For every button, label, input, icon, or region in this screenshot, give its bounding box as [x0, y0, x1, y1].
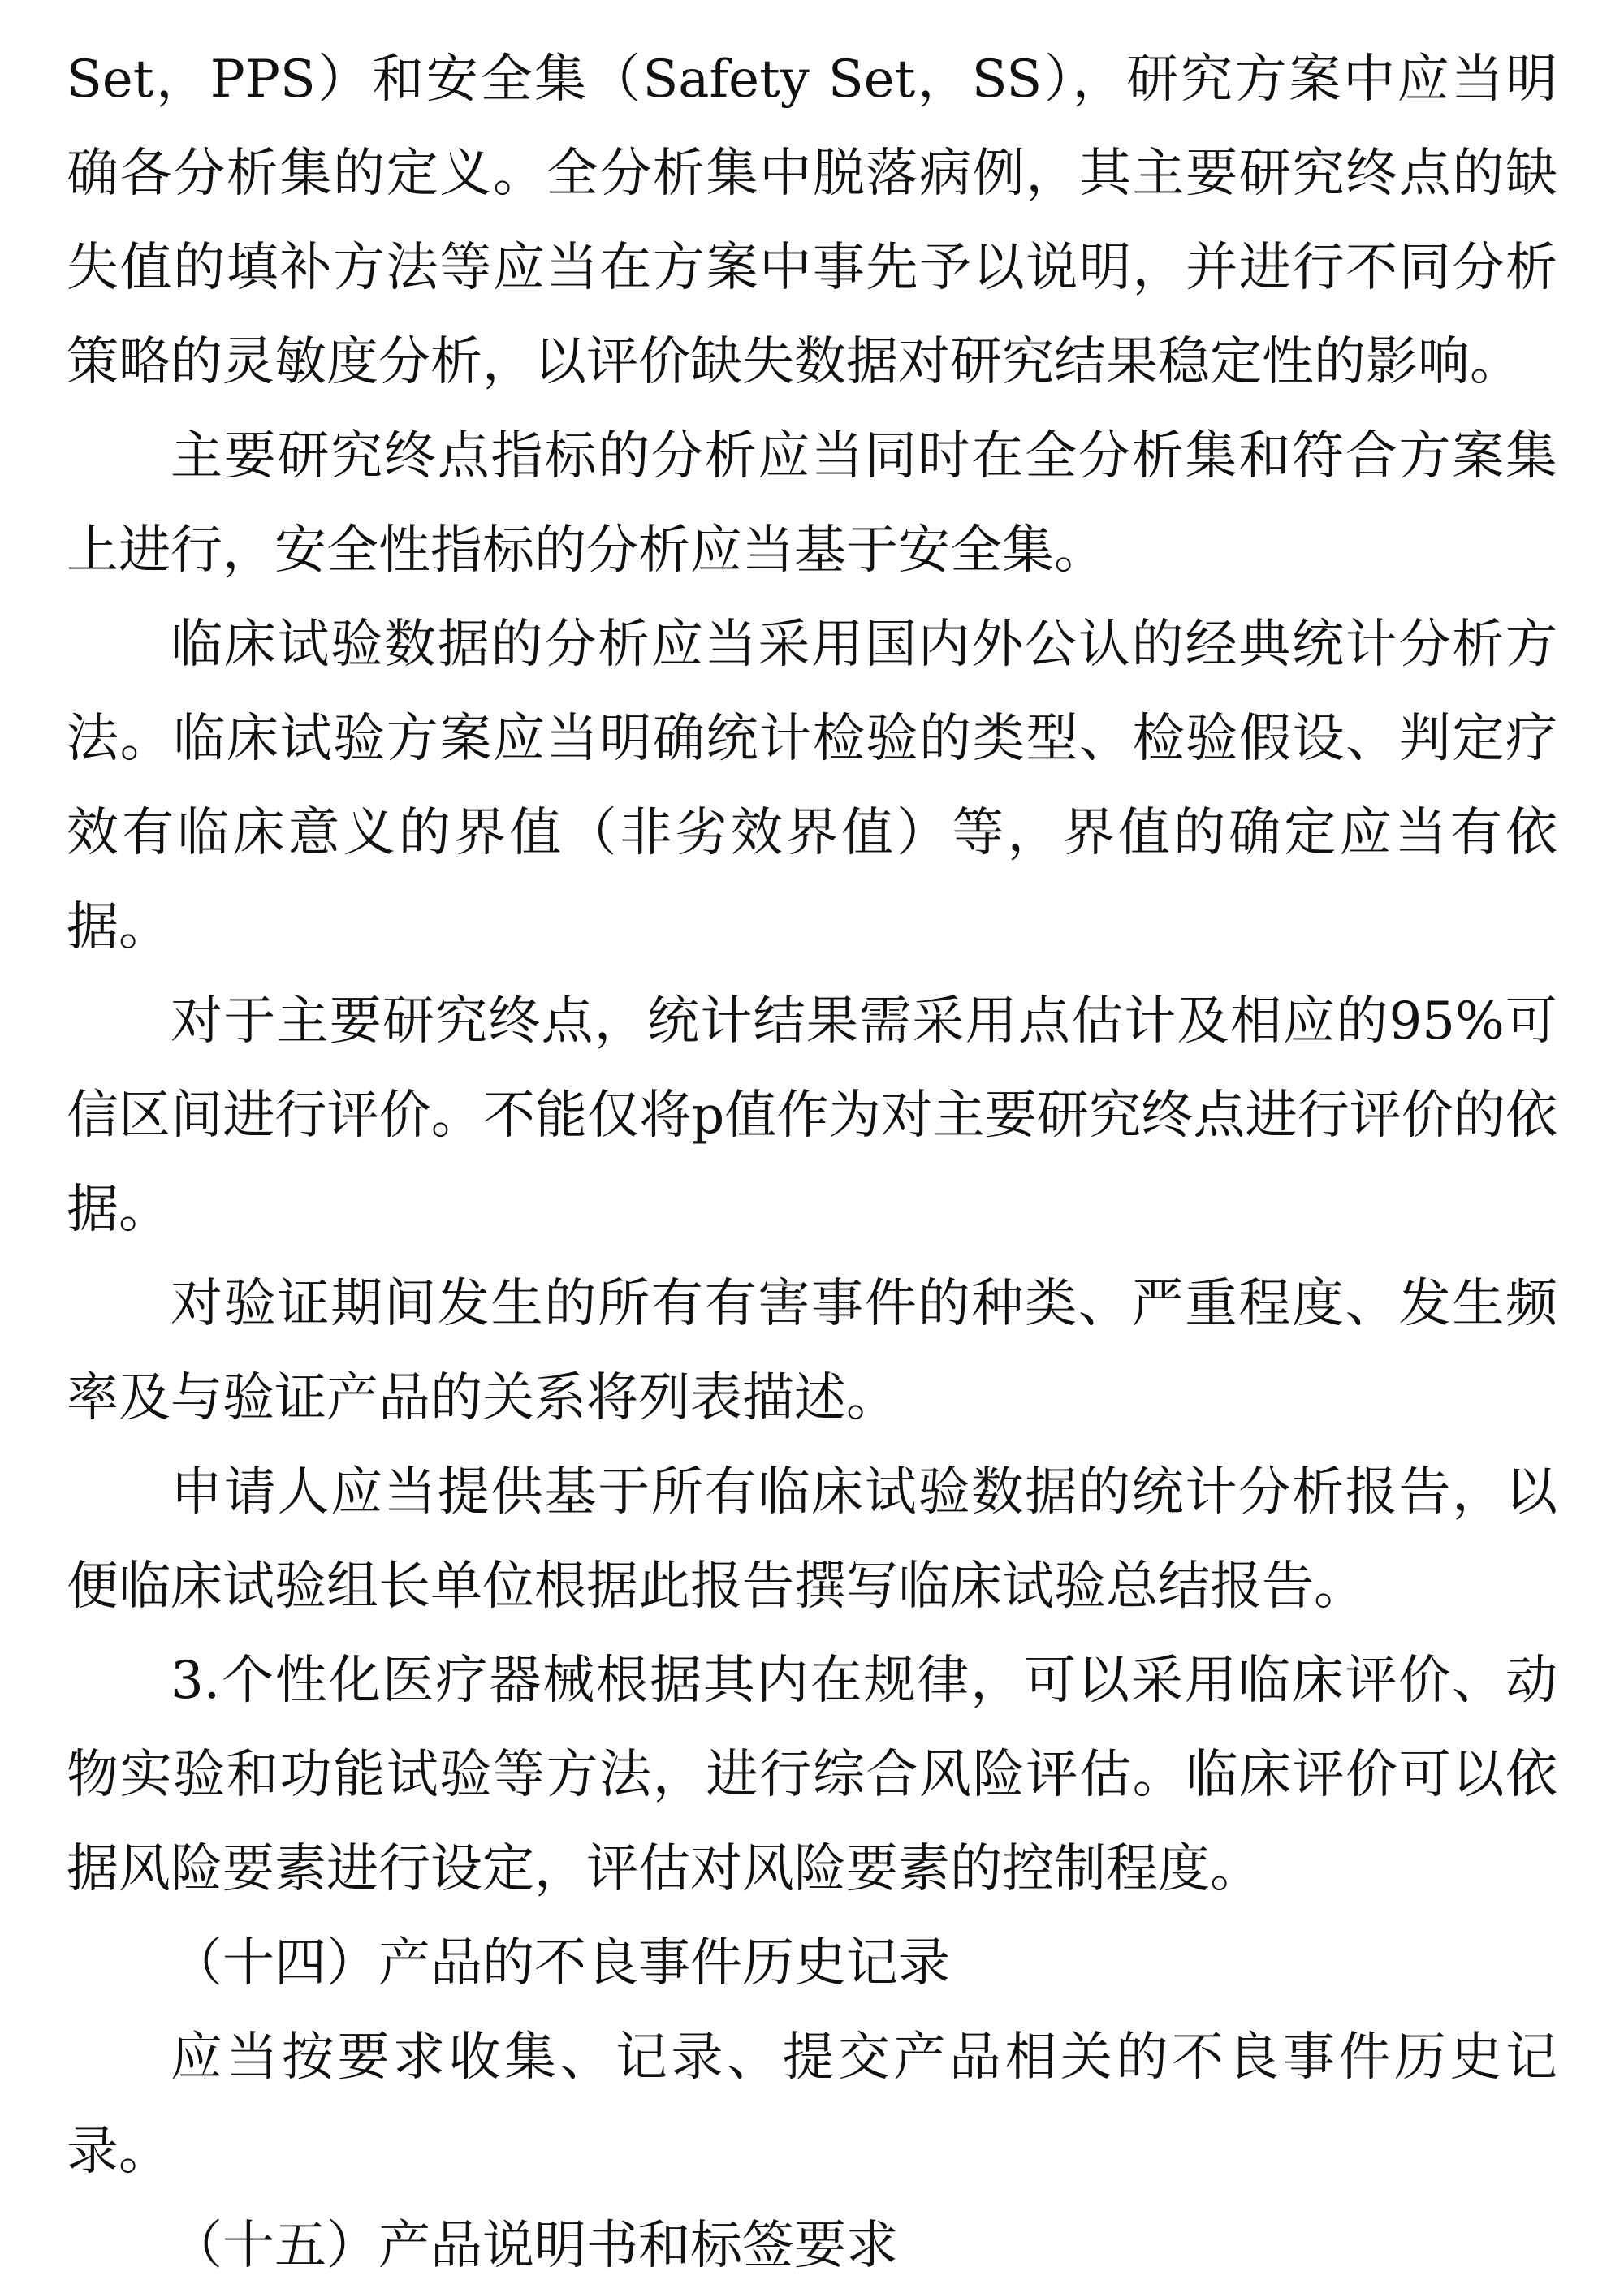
- paragraph-statistical-report: 申请人应当提供基于所有临床试验数据的统计分析报告，以便临床试验组长单位根据此报告撰写临床试验总结报告。: [67, 1462, 1557, 1617]
- document-body: [67, 32, 1557, 2293]
- paragraph-primary-endpoint-analysis: 主要研究终点指标的分析应当同时在全分析集和符合方案集上进行，安全性指标的分析应当基于安全集。: [67, 426, 1557, 581]
- section-heading-15: （十五）产品说明书和标签要求: [171, 2216, 898, 2276]
- paragraph-adverse-event-history: 应当按要求收集、记录、提交产品相关的不良事件历史记录。: [67, 2027, 1557, 2182]
- paragraph-statistical-methods: 临床试验数据的分析应当采用国内外公认的经典统计分析方法。临床试验方案应当明确统计检验的类型、检验假设、判定疗效有临床意义的界值（非劣效界值）等，界值的确定应当有依据。: [67, 615, 1557, 957]
- paragraph-adverse-events: 对验证期间发生的所有有害事件的种类、严重程度、发生频率及与验证产品的关系将列表描述。: [67, 1274, 1557, 1428]
- paragraph-confidence-interval: 对于主要研究终点，统计结果需采用点估计及相应的95%可信区间进行评价。不能仅将p值作为对主要研究终点进行评价的依据。: [67, 991, 1557, 1240]
- paragraph-personalized-devices: 3.个性化医疗器械根据其内在规律，可以采用临床评价、动物实验和功能试验等方法，进行综合风险评估。临床评价可以依据风险要素进行设定，评估对风险要素的控制程度。: [67, 1651, 1557, 1899]
- section-heading-14: （十四）产品的不良事件历史记录: [171, 1933, 950, 1993]
- paragraph-analysis-sets: Set，PPS）和安全集（Safety Set，SS），研究方案中应当明确各分析集的定义。全分析集中脱落病例，其主要研究终点的缺失值的填补方法等应当在方案中事先予以说明，并进行不同分析策略的灵敏度分析，以评价缺失数据对研究结果稳定性的影响。: [67, 50, 1557, 392]
